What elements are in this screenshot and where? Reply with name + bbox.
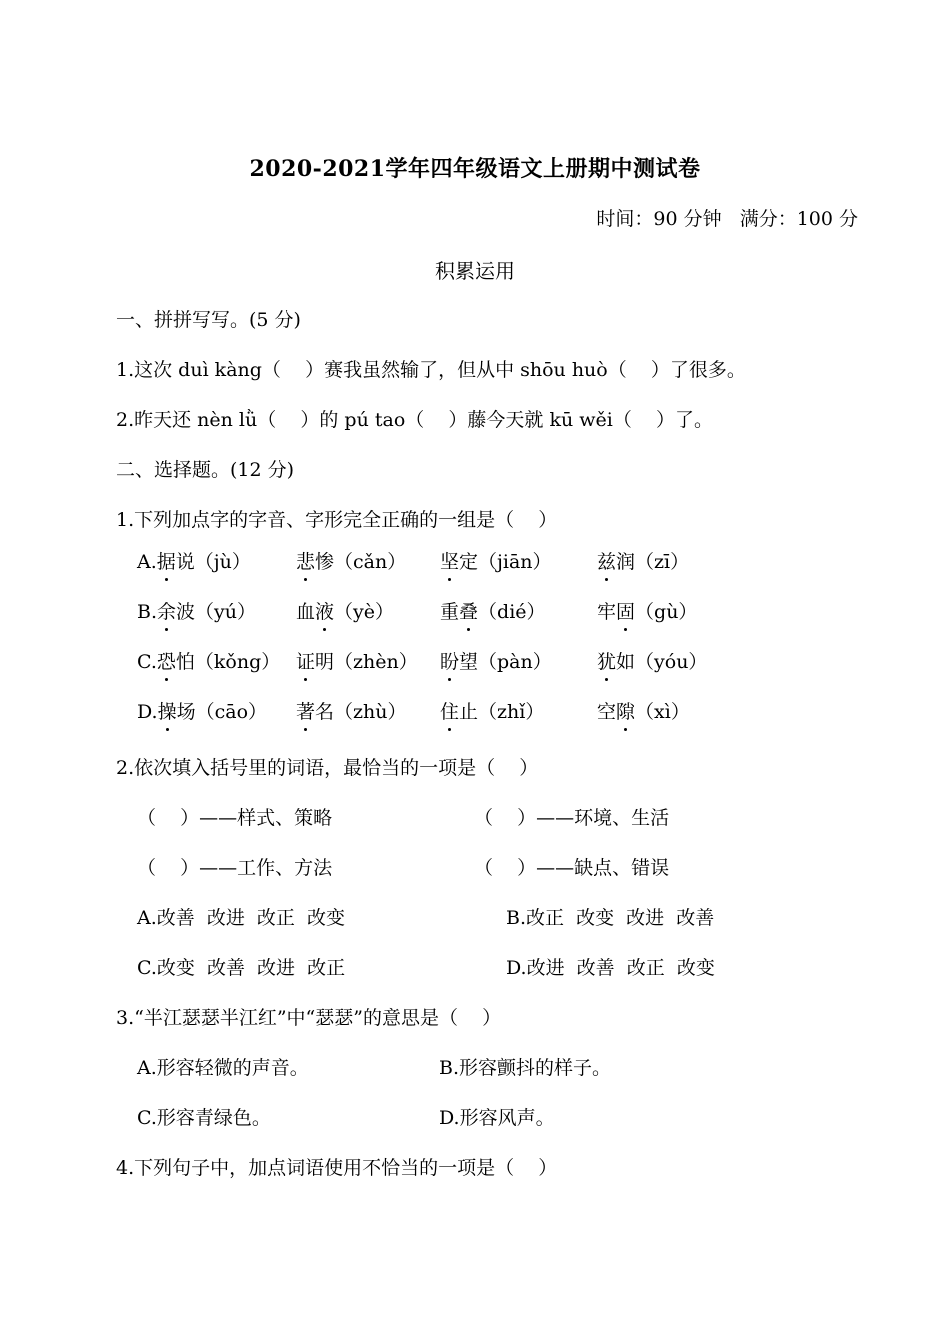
part1-heading: 一、拼拼写写。(5 分) (116, 309, 301, 331)
q1-c-item-1: C.恐怕（kǒng） (137, 647, 280, 674)
q1-d-item-1: D.操场（cāo） (137, 697, 267, 724)
q2-option-c: C.改变 改善 改进 改正 (137, 957, 346, 979)
q1-b-item-1: B.余波（yú） (137, 597, 256, 624)
q1-stem: 1.下列加点字的字音、字形完全正确的一组是（ ） (116, 509, 558, 531)
q3-option-d: D.形容风声。 (439, 1107, 555, 1129)
q2-fill-4: （ ）——缺点、错误 (474, 857, 670, 879)
q1-c-item-2: 证明（zhèn） (296, 647, 418, 674)
q3-option-b: B.形容颤抖的样子。 (439, 1057, 612, 1079)
q3-stem: 3.“半江瑟瑟半江红”中“瑟瑟”的意思是（ ） (116, 1007, 502, 1029)
q1-d-item-3: 住止（zhǐ） (440, 697, 544, 724)
q3-option-c: C.形容青绿色。 (137, 1107, 271, 1129)
part2-heading: 二、选择题。(12 分) (116, 459, 295, 481)
section-title: 积累运用 (435, 259, 515, 283)
q2-fill-2: （ ）——环境、生活 (474, 807, 670, 829)
q1-a-item-2: 悲惨（cǎn） (296, 547, 406, 574)
q1-d-item-2: 著名（zhù） (296, 697, 407, 724)
q1-b-item-3: 重叠（dié） (440, 597, 546, 624)
q1-c-item-4: 犹如（yóu） (597, 647, 707, 674)
q1-a-item-4: 兹润（zī） (597, 547, 689, 574)
q1-a-item-3: 坚定（jiān） (440, 547, 552, 574)
q2-option-b: B.改正 改变 改进 改善 (506, 907, 715, 929)
part1-question-1: 1.这次 duì kàng（ ）赛我虽然输了，但从中 shōu huò（ ）了很多。 (116, 359, 746, 381)
q1-b-item-2: 血液（yè） (296, 597, 394, 624)
q1-c-item-3: 盼望（pàn） (440, 647, 552, 674)
q1-d-item-4: 空隙（xì） (597, 697, 690, 724)
q2-fill-1: （ ）——样式、策略 (137, 807, 333, 829)
exam-time-score: 时间：90 分钟 满分：100 分 (596, 208, 858, 230)
q2-option-a: A.改善 改进 改正 改变 (137, 907, 345, 929)
q2-stem: 2.依次填入括号里的词语，最恰当的一项是（ ） (116, 757, 539, 779)
q2-fill-3: （ ）——工作、方法 (137, 857, 333, 879)
q1-b-item-4: 牢固（gù） (597, 597, 697, 624)
q1-a-item-1: A.据说（jù） (137, 547, 251, 574)
q2-option-d: D.改进 改善 改正 改变 (506, 957, 715, 979)
exam-title: 2020-2021学年四年级语文上册期中测试卷 (249, 156, 701, 182)
q4-stem: 4.下列句子中，加点词语使用不恰当的一项是（ ） (116, 1157, 558, 1179)
q3-option-a: A.形容轻微的声音。 (137, 1057, 309, 1079)
part1-question-2: 2.昨天还 nèn lǜ（ ）的 pú tao（ ）藤今天就 kū wěi（ ）了。 (116, 409, 714, 431)
